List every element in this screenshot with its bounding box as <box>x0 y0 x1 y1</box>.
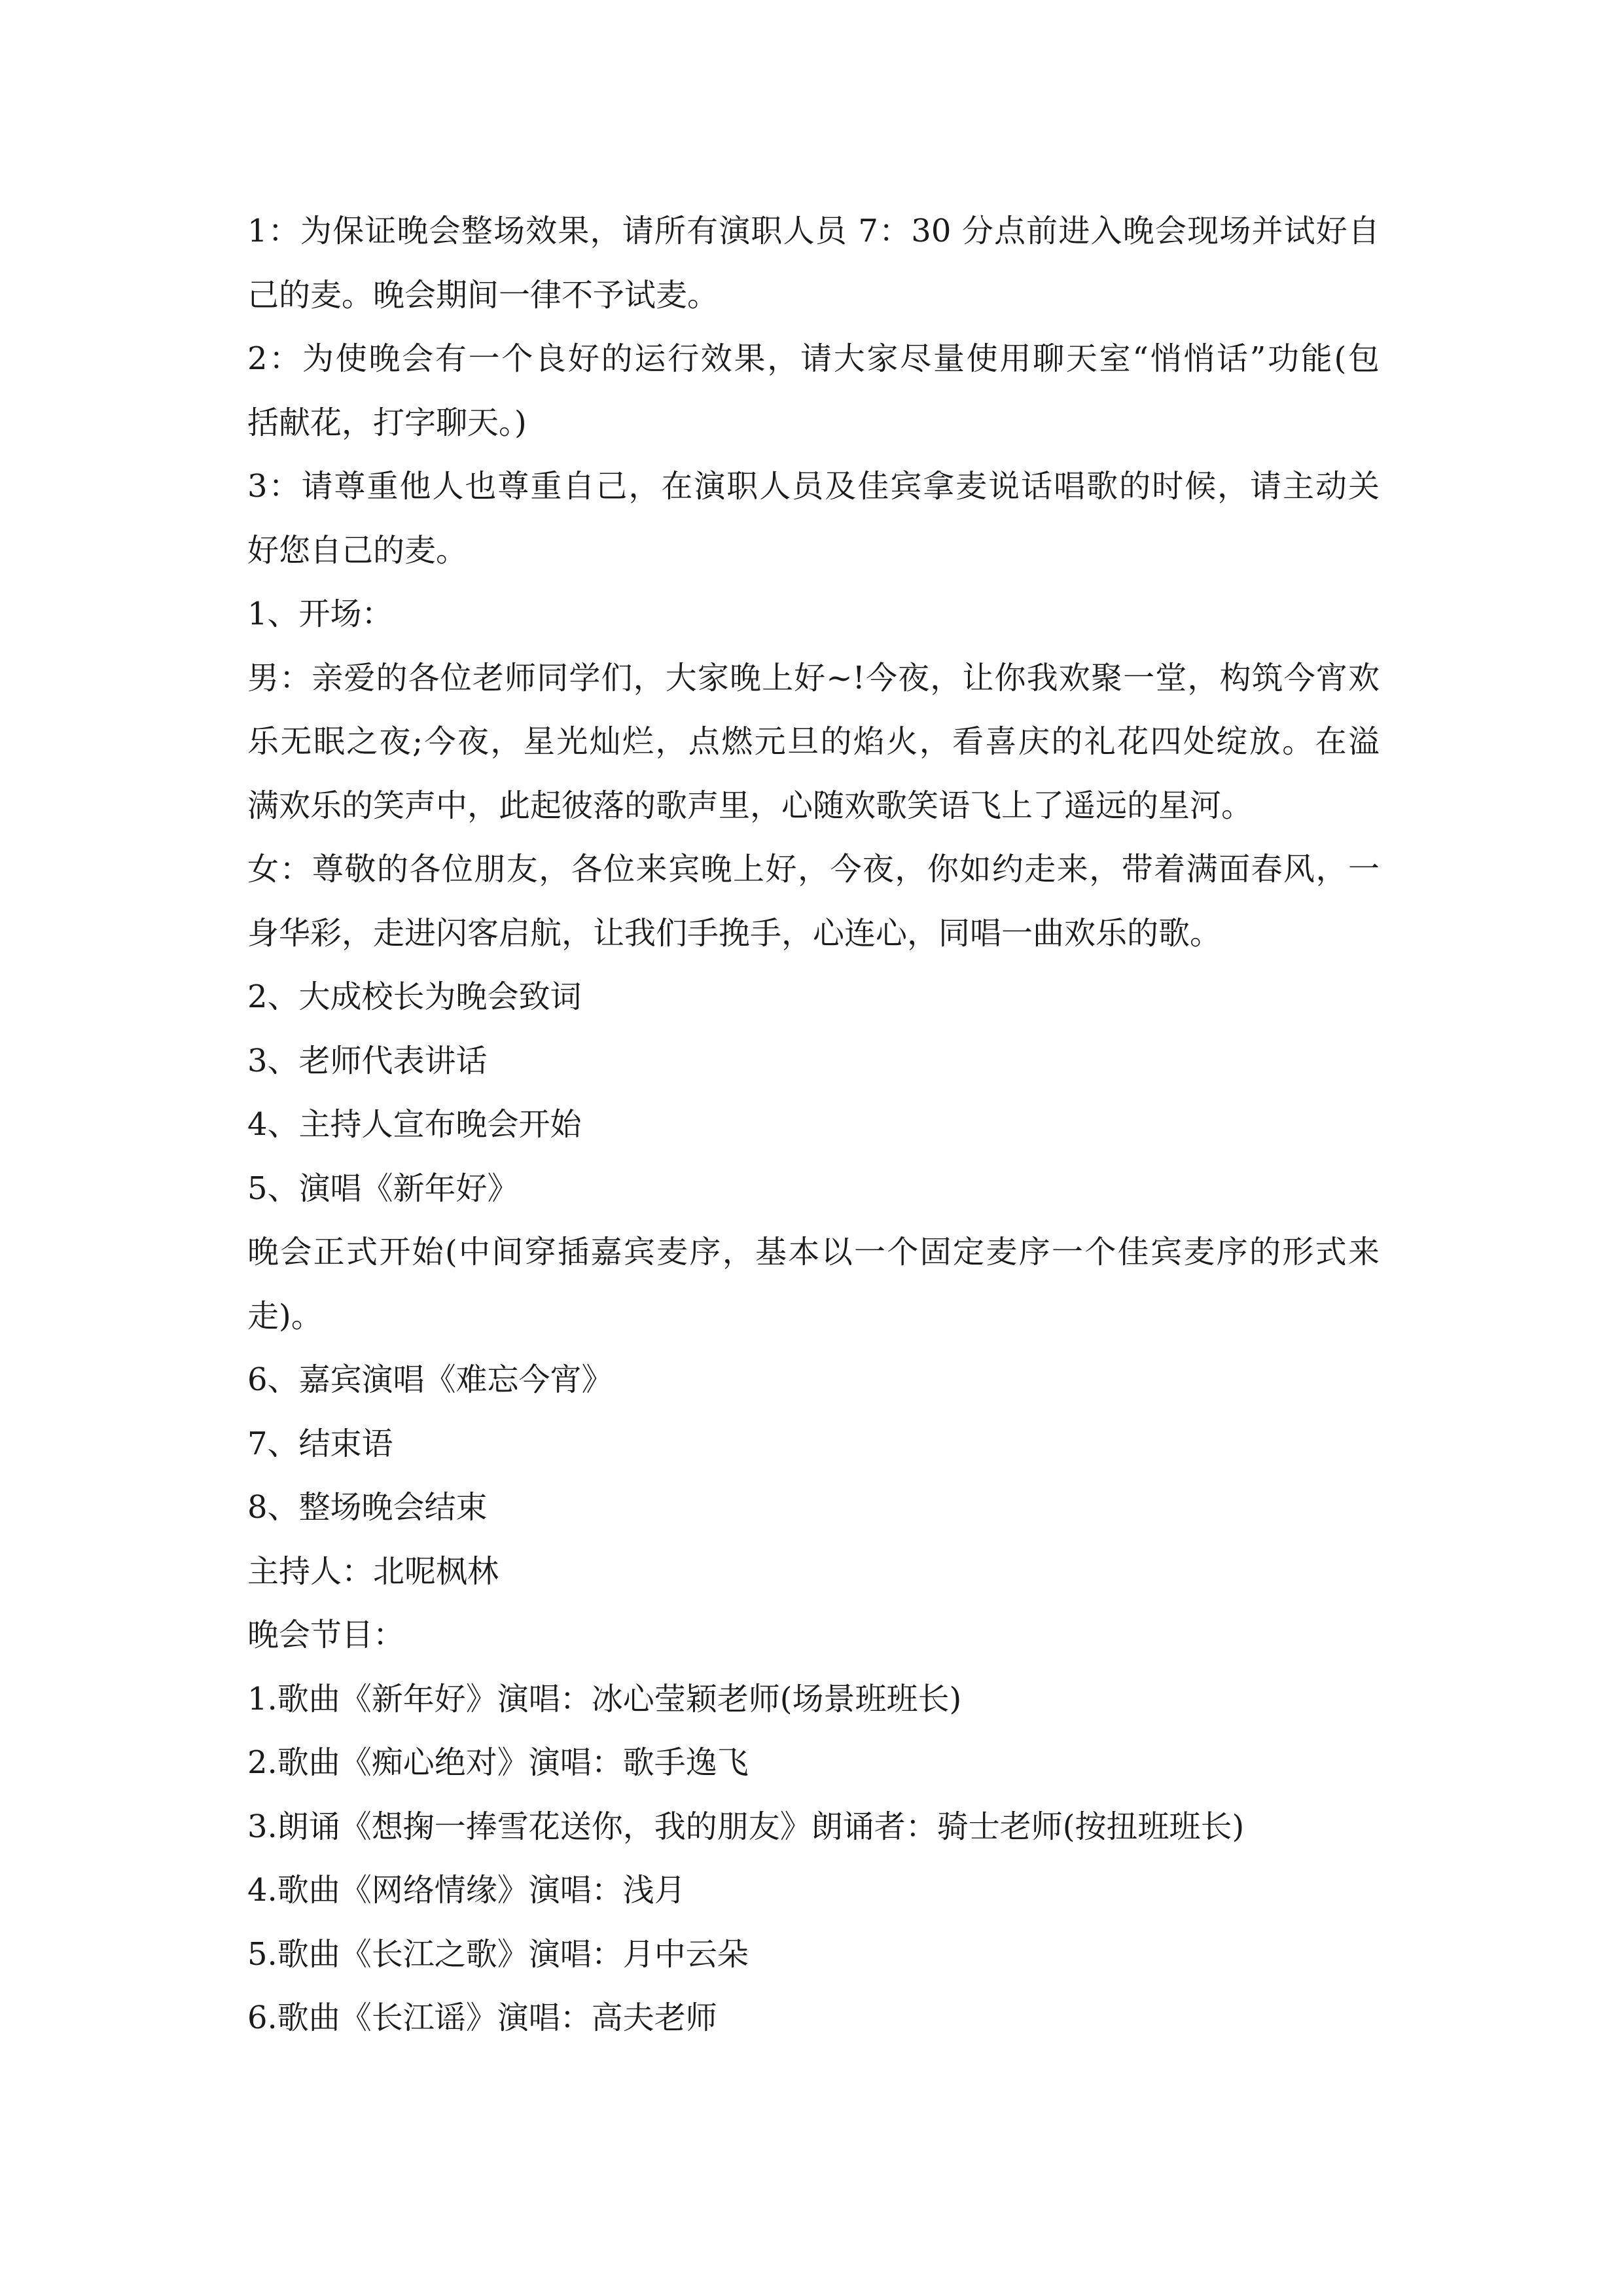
program-list <box>247 1668 1380 2051</box>
program-item: 2.歌曲《痴心绝对》演唱：歌手逸飞 <box>247 1744 749 1781</box>
text-line: 乐无眠之夜;今夜，星光灿烂，点燃元旦的焰火，看喜庆的礼花四处绽放。在溢 <box>247 723 1380 760</box>
document-body <box>247 200 1380 2051</box>
text-line: 好您自己的麦。 <box>247 531 468 569</box>
text-line: 身华彩，走进闪客启航，让我们手挽手，心连心，同唱一曲欢乐的歌。 <box>247 914 1222 952</box>
closing-steps <box>247 1348 1380 1540</box>
text-line: 满欢乐的笑声中，此起彼落的歌声里，心随欢歌笑语飞上了遥远的星河。 <box>247 787 1253 824</box>
text-line: 男：亲爱的各位老师同学们，大家晚上好~!今夜，让你我欢聚一堂，构筑今宵欢 <box>247 659 1380 696</box>
text-line: 括献花，打字聊天。) <box>247 404 527 441</box>
female-host-speech <box>247 838 1380 965</box>
text-line: 晚会正式开始(中间穿插嘉宾麦序，基本以一个固定麦序一个佳宾麦序的形式来 <box>247 1234 1380 1270</box>
program-item: 1.歌曲《新年好》演唱：冰心莹颖老师(场景班班长) <box>247 1680 962 1717</box>
program-item: 5.歌曲《长江之歌》演唱：月中云朵 <box>247 1935 749 1973</box>
program-item: 3.朗诵《想掬一捧雪花送你，我的朋友》朗诵者：骑士老师(按扭班班长) <box>247 1808 1245 1845</box>
program-item: 4.歌曲《网络情缘》演唱：浅月 <box>247 1872 686 1909</box>
male-host-speech <box>247 647 1380 838</box>
text-line: 2：为使晚会有一个良好的运行效果，请大家尽量使用聊天室“悄悄话”功能(包 <box>247 340 1380 377</box>
program-item: 6.歌曲《长江谣》演唱：高夫老师 <box>247 2000 717 2036</box>
program-step: 4、主持人宣布晚会开始 <box>247 1106 582 1143</box>
program-step: 6、嘉宾演唱《难忘今宵》 <box>247 1361 613 1398</box>
program-step: 3、老师代表讲话 <box>247 1042 488 1079</box>
text-line: 3：请尊重他人也尊重自己，在演职人员及佳宾拿麦说话唱歌的时候，请主动关 <box>247 468 1380 505</box>
program-list-title: 晚会节目： <box>247 1617 405 1653</box>
program-step: 2、大成校长为晚会致词 <box>247 978 582 1015</box>
note-3 <box>247 455 1380 583</box>
program-step: 5、演唱《新年好》 <box>247 1170 519 1207</box>
text-line: 走)。 <box>247 1297 323 1335</box>
note-1 <box>247 200 1380 327</box>
program-step: 8、整场晚会结束 <box>247 1489 488 1526</box>
program-step: 7、结束语 <box>247 1425 393 1462</box>
formal-start-note <box>247 1221 1380 1348</box>
host-line: 主持人：北呢枫林 <box>247 1552 499 1590</box>
opening-heading: 1、开场： <box>247 596 393 632</box>
program-steps <box>247 965 1380 1221</box>
text-line: 女：尊敬的各位朋友，各位来宾晚上好，今夜，你如约走来，带着满面春风，一 <box>247 851 1380 888</box>
note-2 <box>247 327 1380 455</box>
text-line: 己的麦。晚会期间一律不予试麦。 <box>247 276 719 314</box>
text-line: 1：为保证晚会整场效果，请所有演职人员 7：30 分点前进入晚会现场并试好自 <box>247 213 1380 249</box>
